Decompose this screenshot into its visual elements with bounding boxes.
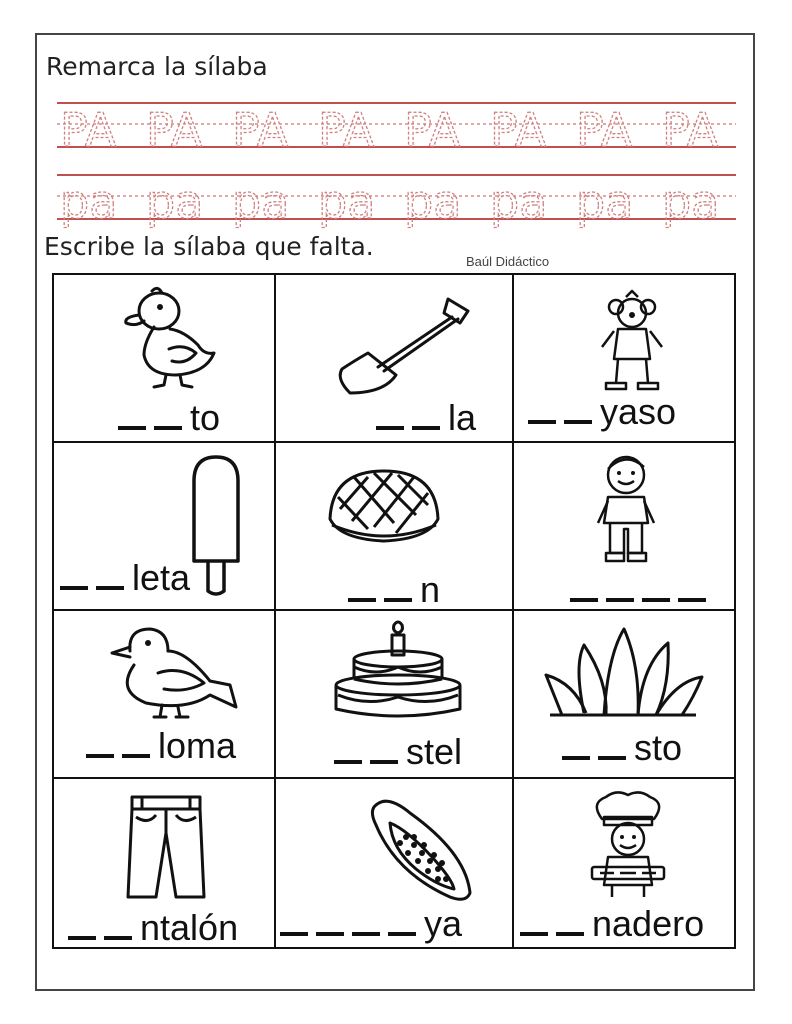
cell-grass: [514, 611, 734, 779]
baker-icon: [586, 789, 670, 901]
shovel-icon: [328, 289, 478, 399]
pants-icon: [126, 793, 206, 901]
grass-icon: [544, 625, 704, 721]
exercise-grid: [52, 273, 736, 949]
clown-icon: [592, 289, 672, 395]
blank-line[interactable]: [384, 598, 412, 602]
word-suffix: loma: [158, 725, 237, 766]
blank-line[interactable]: [86, 754, 114, 758]
trace-lower-0[interactable]: pa: [60, 175, 118, 229]
trace-upper-3[interactable]: PA: [318, 103, 375, 157]
word-suffix: n: [420, 569, 441, 610]
trace-upper-4[interactable]: PA: [404, 103, 461, 157]
cell-baker: [514, 779, 734, 947]
blank-line[interactable]: [118, 426, 146, 430]
word-row: [60, 557, 190, 599]
blank-line[interactable]: [348, 598, 376, 602]
word-row: [334, 731, 462, 773]
cell-clown: [514, 275, 734, 443]
blank-line[interactable]: [376, 426, 404, 430]
blank-line[interactable]: [598, 756, 626, 760]
blank-line[interactable]: [562, 756, 590, 760]
word-row: [570, 569, 714, 611]
blank-line[interactable]: [316, 932, 344, 936]
word-suffix: nadero: [592, 903, 705, 944]
cell-popsicle: [54, 443, 276, 611]
blank-line[interactable]: [388, 932, 416, 936]
cell-pants: [54, 779, 276, 947]
trace-lower-3[interactable]: pa: [318, 175, 376, 229]
cell-shovel: [276, 275, 514, 443]
word-row: [520, 903, 704, 945]
blank-line[interactable]: [564, 420, 592, 424]
blank-line[interactable]: [606, 598, 634, 602]
blank-line[interactable]: [678, 598, 706, 602]
word-row: [118, 397, 220, 439]
cell-pigeon: [54, 611, 276, 779]
blank-line[interactable]: [352, 932, 380, 936]
trace-upper-5[interactable]: PA: [490, 103, 547, 157]
bread-icon: [324, 463, 444, 553]
blank-line[interactable]: [280, 932, 308, 936]
word-row: [528, 391, 676, 433]
cell-cake: [276, 611, 514, 779]
blank-line[interactable]: [642, 598, 670, 602]
trace-lower-1[interactable]: pa: [146, 175, 204, 229]
tracing-area: [0, 0, 792, 240]
blank-line[interactable]: [60, 586, 88, 590]
blank-line[interactable]: [528, 420, 556, 424]
blank-line[interactable]: [412, 426, 440, 430]
word-row: [280, 903, 462, 945]
duck-icon: [114, 283, 224, 393]
word-row: [348, 569, 440, 611]
word-row: [562, 727, 682, 769]
blank-line[interactable]: [570, 598, 598, 602]
trace-upper-7[interactable]: PA: [662, 103, 719, 157]
papaya-icon: [366, 793, 478, 903]
credit-label: Baúl Didáctico: [466, 254, 550, 269]
word-row: [68, 907, 238, 947]
section-title-trace: Remarca la sílaba: [46, 52, 268, 81]
section-title-write: Escribe la sílaba que falta.: [44, 232, 374, 261]
trace-lower-6[interactable]: pa: [576, 175, 634, 229]
blank-line[interactable]: [122, 754, 150, 758]
trace-upper-6[interactable]: PA: [576, 103, 633, 157]
trace-lower-2[interactable]: pa: [232, 175, 290, 229]
word-row: [86, 725, 236, 767]
trace-upper-2[interactable]: PA: [232, 103, 289, 157]
trace-upper-1[interactable]: PA: [146, 103, 203, 157]
blank-line[interactable]: [96, 586, 124, 590]
cell-bread: [276, 443, 514, 611]
blank-line[interactable]: [68, 936, 96, 940]
blank-line[interactable]: [370, 760, 398, 764]
word-suffix: ntalón: [140, 907, 239, 947]
cell-boy: [514, 443, 734, 611]
word-suffix: to: [190, 397, 221, 438]
word-suffix: la: [448, 397, 477, 438]
pigeon-icon: [106, 621, 242, 721]
word-suffix: ya: [424, 903, 463, 944]
blank-line[interactable]: [104, 936, 132, 940]
trace-lower-7[interactable]: pa: [662, 175, 720, 229]
word-suffix: leta: [132, 557, 191, 598]
word-suffix: stel: [406, 731, 463, 772]
trace-lower-5[interactable]: pa: [490, 175, 548, 229]
trace-upper-0[interactable]: PA: [60, 103, 117, 157]
blank-line[interactable]: [520, 932, 548, 936]
trace-lower-4[interactable]: pa: [404, 175, 462, 229]
word-row: [376, 397, 476, 439]
popsicle-icon: [186, 453, 246, 599]
cake-icon: [332, 619, 468, 725]
blank-line[interactable]: [556, 932, 584, 936]
cell-duck: [54, 275, 276, 443]
boy-icon: [586, 451, 666, 567]
blank-line[interactable]: [334, 760, 362, 764]
word-suffix: yaso: [600, 391, 677, 432]
word-suffix: sto: [634, 727, 683, 768]
cell-papaya: [276, 779, 514, 947]
blank-line[interactable]: [154, 426, 182, 430]
